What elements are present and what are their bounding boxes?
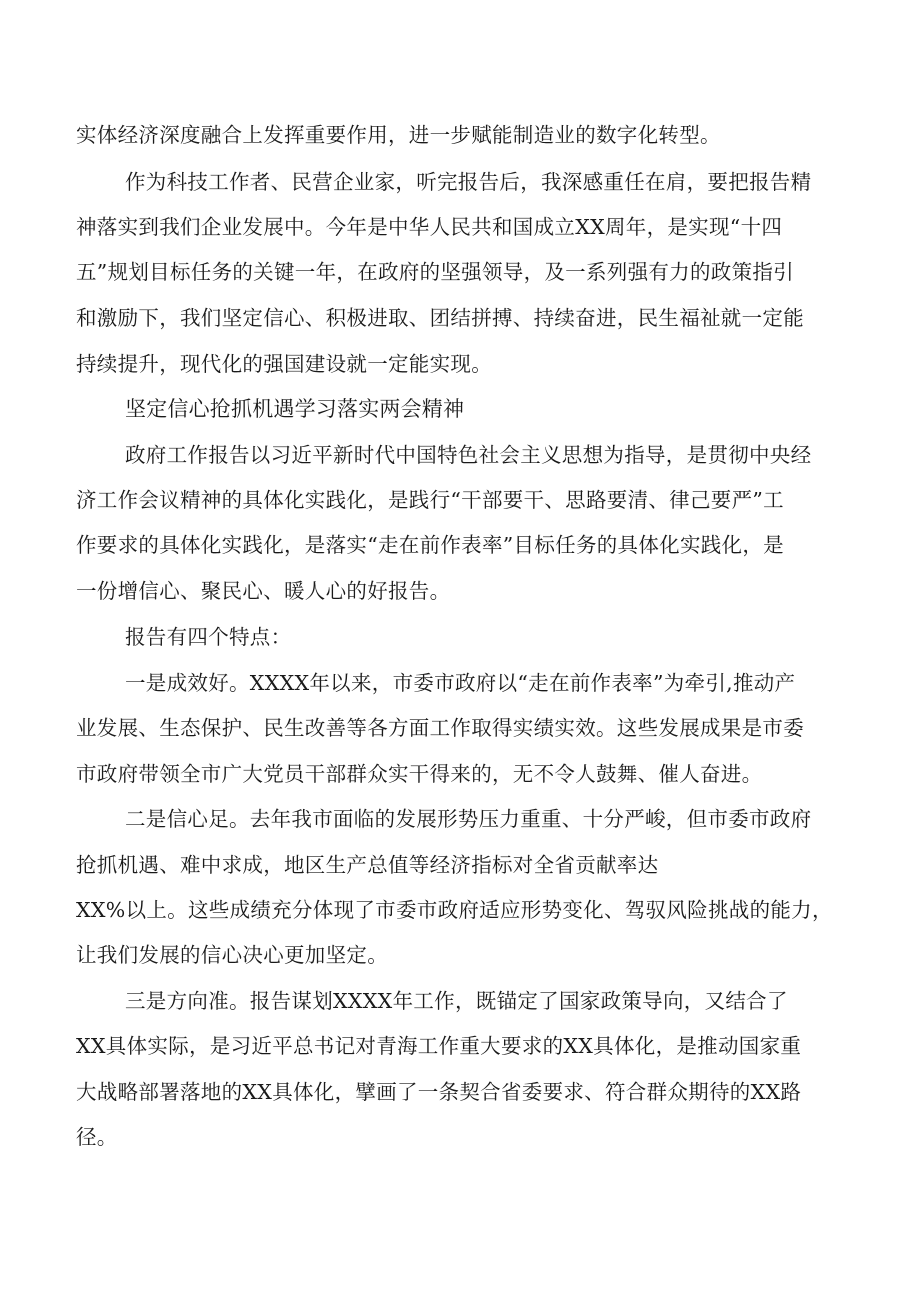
paragraph-line-5: 和激励下，我们坚定信心、积极进取、团结拼搏、持续奋进，民生福祉就一定能 bbox=[76, 306, 804, 330]
paragraph-line-12: 一是成效好。XXXX年以来，市委市政府以“走在前作表率”为牵引,推动产 bbox=[125, 671, 796, 695]
paragraph-line-1: 实体经济深度融合上发挥重要作用，进一步赋能制造业的数字化转型。 bbox=[76, 123, 721, 147]
paragraph-line-13: 业发展、生态保护、民生改善等各方面工作取得实绩实效。这些发展成果是市委 bbox=[76, 716, 804, 740]
paragraph-line-15: 二是信心足。去年我市面临的发展形势压力重重、十分严峻，但市委市政府 bbox=[125, 807, 812, 831]
paragraph-line-18: 让我们发展的信心决心更加坚定。 bbox=[76, 943, 388, 967]
paragraph-line-16: 抢抓机遇、难中求成，地区生产总值等经济指标对全省贡献率达 bbox=[76, 853, 659, 877]
paragraph-line-8: 济工作会议精神的具体化实践化，是践行“干部要干、思路要清、律己要严”工 bbox=[76, 488, 784, 512]
paragraph-line-6: 持续提升，现代化的强国建设就一定能实现。 bbox=[76, 352, 492, 376]
paragraph-line-10: 一份增信心、聚民心、暖人心的好报告。 bbox=[76, 579, 451, 603]
paragraph-line-7: 政府工作报告以习近平新时代中国特色社会主义思想为指导，是贯彻中央经 bbox=[125, 443, 812, 467]
paragraph-line-17: XX%以上。这些成绩充分体现了市委市政府适应形势变化、驾驭风险挑战的能力， bbox=[76, 898, 833, 922]
paragraph-line-22: 径。 bbox=[76, 1125, 118, 1149]
paragraph-line-20: XX具体实际，是习近平总书记对青海工作重大要求的XX具体化，是推动国家重 bbox=[76, 1034, 802, 1058]
paragraph-line-9: 作要求的具体化实践化，是落实“走在前作表率”目标任务的具体化实践化，是 bbox=[76, 533, 784, 557]
paragraph-line-21: 大战略部署落地的XX具体化，擘画了一条契合省委要求、符合群众期待的XX路 bbox=[76, 1080, 802, 1104]
paragraph-line-3: 神落实到我们企业发展中。今年是中华人民共和国成立XX周年，是实现“十四 bbox=[76, 215, 783, 239]
section-heading: 坚定信心抢抓机遇学习落实两会精神 bbox=[125, 397, 465, 421]
paragraph-line-4: 五”规划目标任务的关键一年，在政府的坚强领导，及一系列强有力的政策指引 bbox=[76, 260, 794, 284]
paragraph-line-19: 三是方向准。报告谋划XXXX年工作，既锚定了国家政策导向，又结合了 bbox=[125, 989, 788, 1013]
paragraph-line-14: 市政府带领全市广大党员干部群众实干得来的，无不令人鼓舞、催人奋进。 bbox=[76, 762, 763, 786]
paragraph-line-2: 作为科技工作者、民营企业家，听完报告后，我深感重任在肩，要把报告精 bbox=[125, 170, 812, 194]
paragraph-line-11: 报告有四个特点： bbox=[125, 625, 292, 649]
